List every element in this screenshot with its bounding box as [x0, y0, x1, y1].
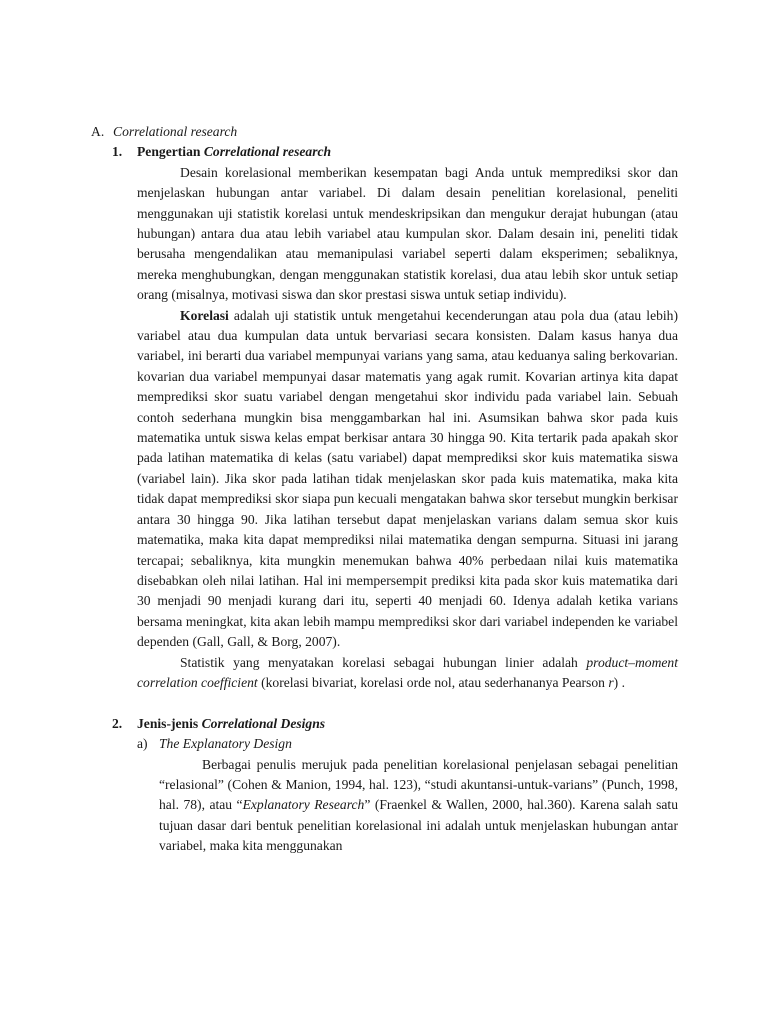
- section-2-title-italic: Correlational Designs: [201, 715, 326, 731]
- section-2-number: 2.: [112, 715, 123, 731]
- paragraph-desain-korelasional: Desain korelasional memberikan kesempatan bagi Anda untuk memprediksi skor dan menjelaskan hubungan antar variabel. Di dalam desain penelitian korelasional, peneliti menggunakan uji statistik korelasi untuk mendeskripsikan dan mengukur derajat hubungan (atau hubungan) antara dua atau lebih variabel atau kumpulan skor. Dalam desain ini, peneliti tidak berusaha mengendalikan atau memanipulasi variabel seperti dalam eksperimen; sebaliknya, mereka menghubungkan, dengan menggunakan statistik korelasi, dua atau lebih skor untuk setiap orang (misalnya, motivasi siswa dan skor prestasi siswa untuk setiap individu).: [137, 164, 678, 303]
- explanatory-text-a: Berbagai penulis merujuk pada penelitian korelasional penjelasan sebagai penelitian “relasional” (Cohen & Manion, 1994, hal. 123), “studi akuntansi-untuk-varians” (Punch, 1998, hal. 78), atau “: [159, 756, 678, 813]
- explanatory-text-b: ” (Fraenkel & Wallen, 2000, hal.360). Karena salah satu tujuan dasar dari bentuk penelitian korelasional ini adalah untuk menjelaskan hubungan antar variabel, maka kita menggunakan: [159, 797, 678, 854]
- section-2-title-prefix: Jenis-jenis: [137, 715, 202, 731]
- section-gap: [0, 693, 768, 713]
- subsection-a-title: The Explanatory Design: [159, 736, 292, 752]
- korelasi-term: Korelasi: [180, 307, 229, 323]
- subsection-a-body: [159, 755, 678, 857]
- statistik-text-c: ) .: [613, 674, 625, 690]
- pearson-r: r: [608, 674, 614, 690]
- section-1-title-italic: Correlational research: [203, 144, 332, 160]
- explanatory-term: Explanatory Research: [242, 797, 365, 813]
- statistik-text-b: (korelasi bivariat, korelasi orde nol, atau sederhananya Pearson: [257, 674, 609, 690]
- paragraph-statistik: [137, 653, 678, 694]
- korelasi-text: adalah uji statistik untuk mengetahui kecenderungan atau pola dua (atau lebih) variabel atau dua kumpulan data untuk bervariasi secara konsisten. Dalam kasus hanya dua variabel, ini berarti dua variabel mempunyai varians yang sama, atau keduanya saling berkovarian. kovarian dua variabel mempunyai dasar matematis yang agak rumit. Kovarian artinya kita dapat memprediksi skor suatu variabel dengan mengetahui skor individu pada variabel lain. Sebuah contoh sederhana mungkin bisa menggambarkan hal ini. Asumsikan bahwa skor pada kuis matematika untuk siswa kelas empat berkisar antara 30 hingga 90. Kita tertarik pada apakah skor pada latihan matematika di kelas (satu variabel) dapat memprediksi skor kuis matematika siswa (variabel lain). Jika skor pada latihan tidak menjelaskan skor pada kuis matematika, maka kita tidak dapat memprediksi skor siapa pun kecuali mengatakan bahwa skor tersebut mungkin berkisar antara 30 hingga 90. Jika latihan tersebut dapat menjelaskan varians dalam semua skor kuis matematika, maka kita dapat memprediksi nilai matematika dengan sempurna. Situasi ini jarang tercapai; sebaliknya, kita mungkin menemukan bahwa 40% perbedaan nilai kuis matematika disebabkan oleh nilai latihan. Hal ini mempersempit prediksi kita pada skor kuis matematika dari 30 menjadi 90 menjadi kurang dari itu, seperti 40 menjadi 60. Idenya adalah ketika varians bersama meningkat, kita akan lebih mampu memprediksi skor dari variabel independen ke variabel dependen (Gall, Gall, & Borg, 2007).: [137, 307, 678, 650]
- section-2-heading: [112, 714, 768, 734]
- paragraph-explanatory: [159, 755, 678, 857]
- section-1-body: [137, 163, 678, 694]
- section-1-number: 1.: [112, 144, 123, 160]
- section-a-label: A.: [91, 124, 105, 139]
- section-1-heading: [112, 142, 768, 162]
- section-a-title: Correlational research: [113, 124, 238, 139]
- paragraph-korelasi: [137, 306, 678, 653]
- statistik-term: product–moment correlation coefficient: [137, 654, 678, 690]
- subsection-a-label: a): [137, 736, 148, 752]
- section-1-title-prefix: Pengertian: [137, 144, 204, 160]
- subsection-a-heading: [137, 734, 768, 754]
- statistik-text-a: Statistik yang menyatakan korelasi sebagai hubungan linier adalah: [180, 654, 587, 670]
- section-a-heading: [91, 122, 768, 142]
